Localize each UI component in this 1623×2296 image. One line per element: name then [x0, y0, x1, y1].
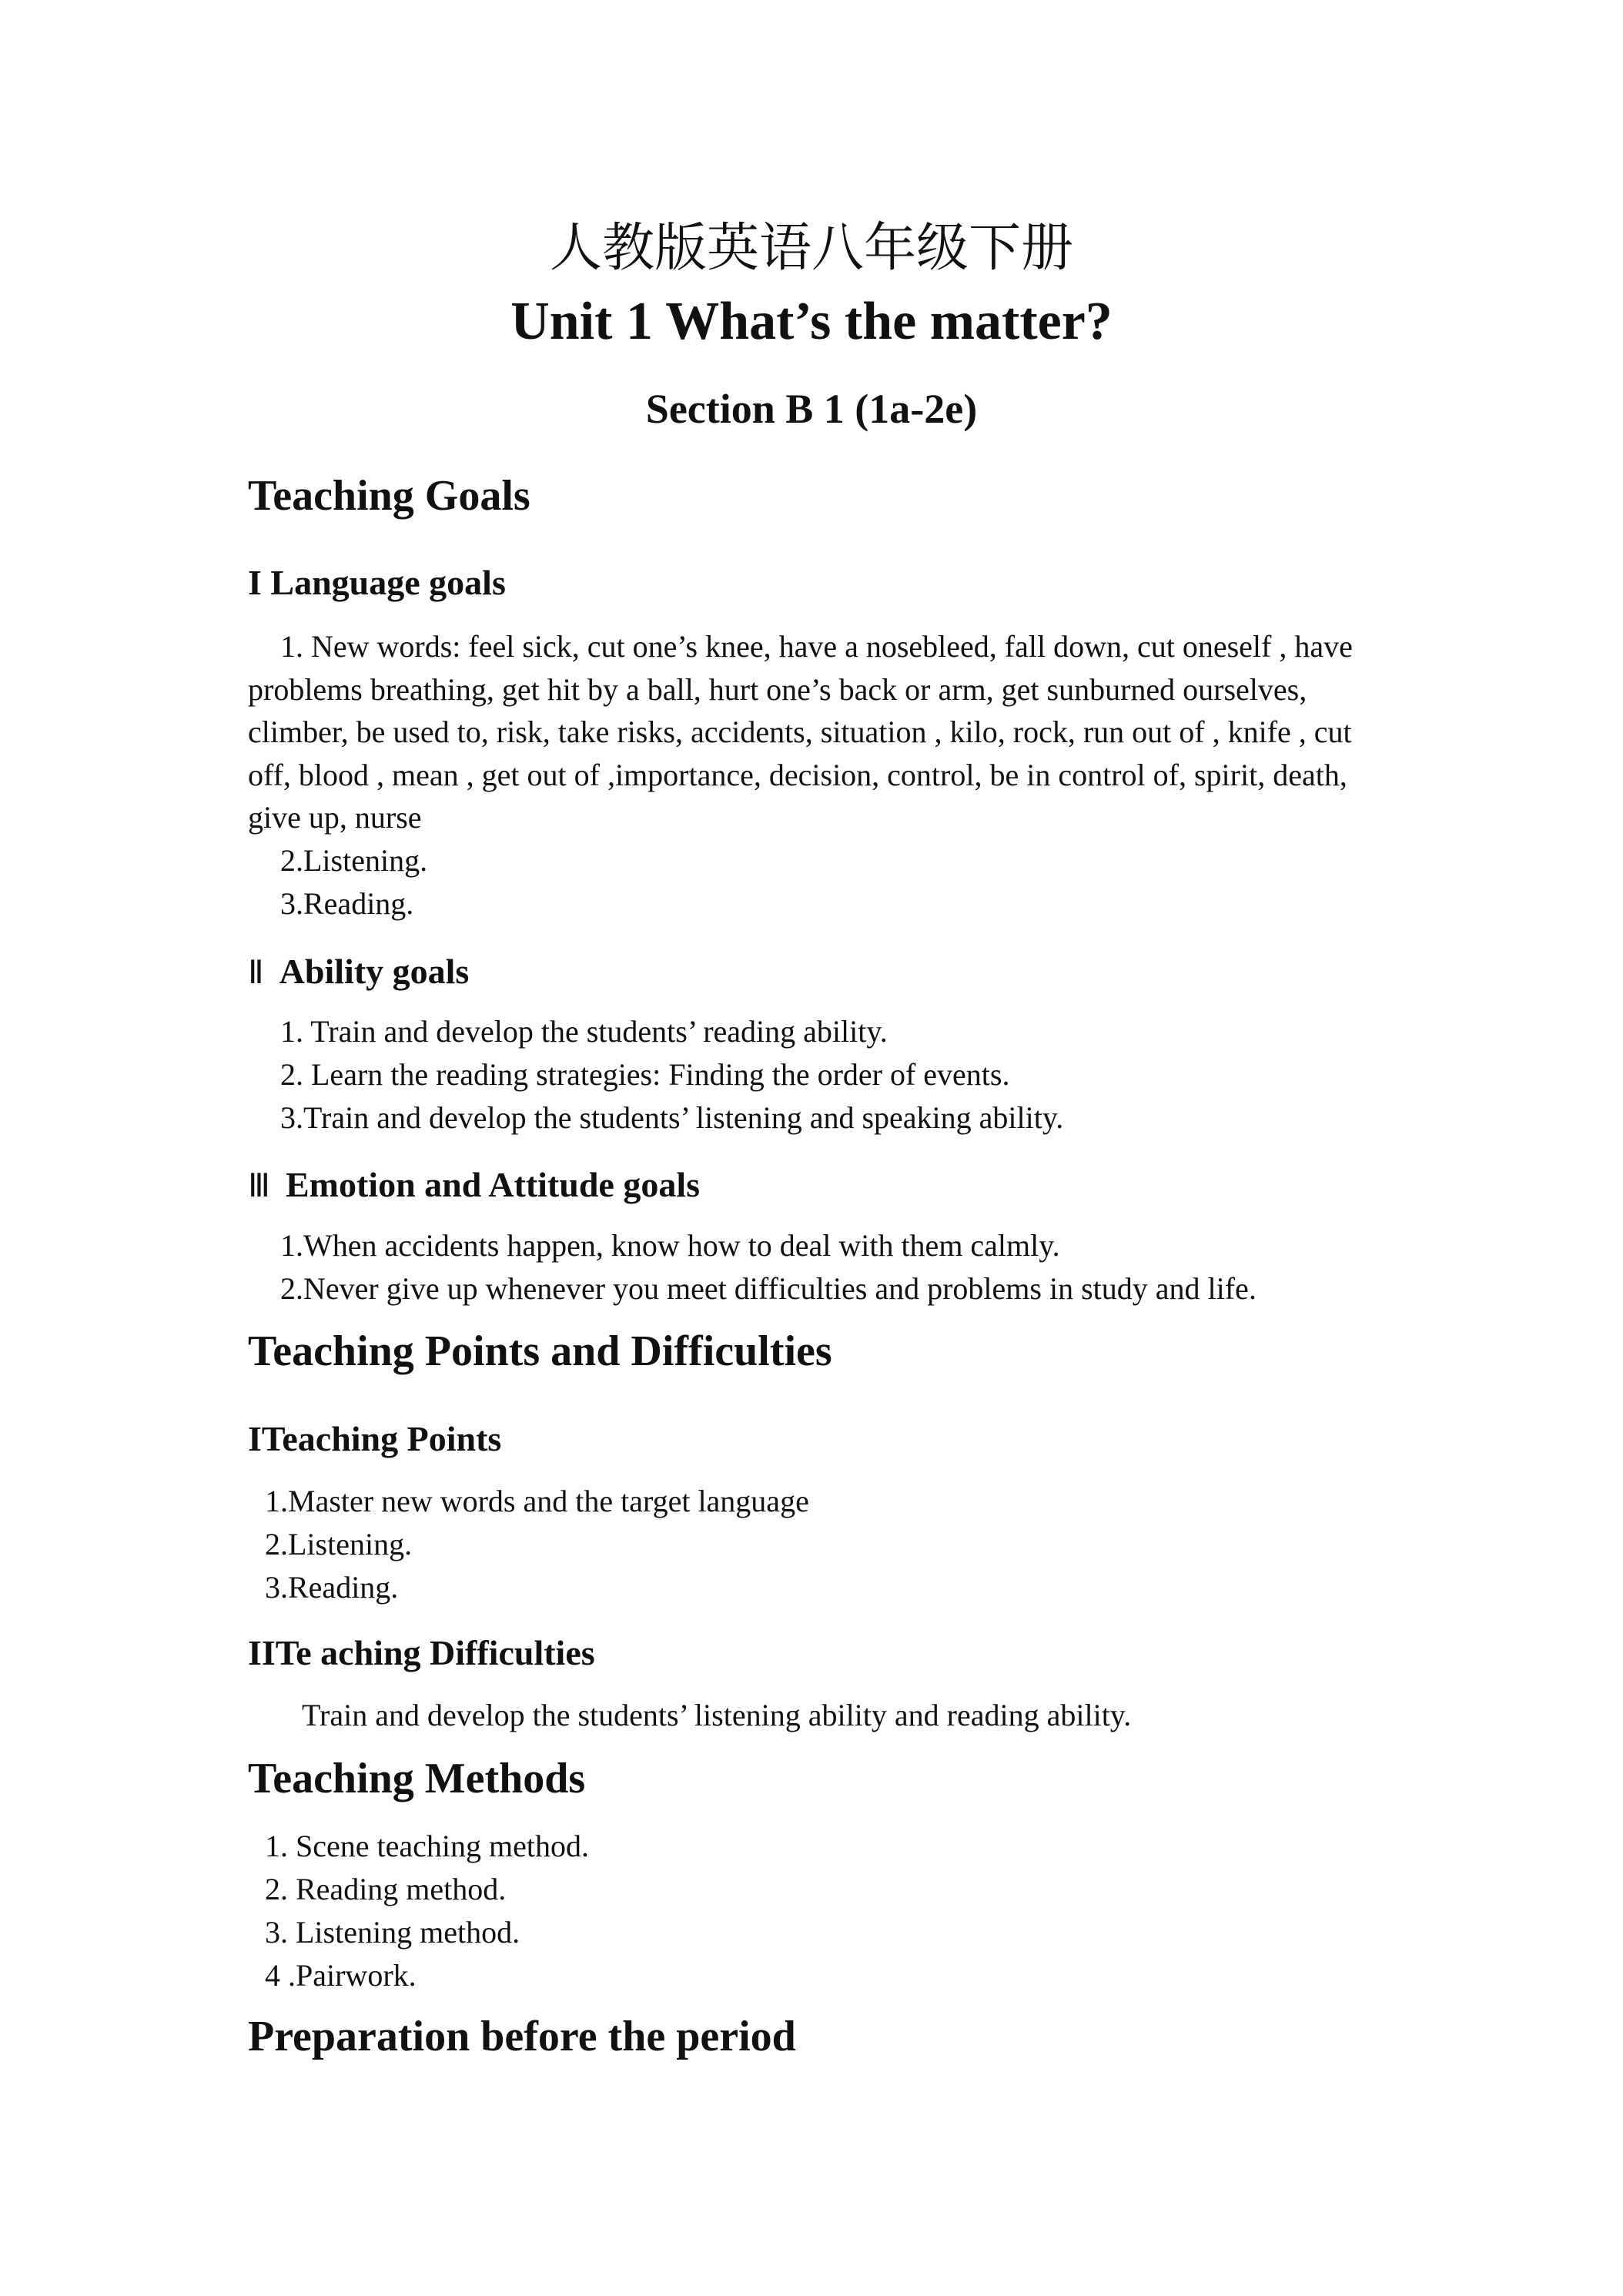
emotion-goal-item-1: 1.When accidents happen, know how to deal with them calmly.	[280, 1228, 1060, 1263]
unit-title: Unit 1 What’s the matter?	[510, 292, 1113, 351]
roman-numeral-2: Ⅱ	[248, 953, 264, 991]
teaching-goals-heading: Teaching Goals	[248, 472, 530, 520]
emotion-goals-heading	[248, 1164, 700, 1205]
teaching-method-item-4: 4 .Pairwork.	[265, 1958, 417, 1993]
new-words-paragraph: 1. New words: feel sick, cut one’s knee, have a nosebleed, fall down, cut oneself , have problems breathing, get hit by a ball, hurt one’s back or arm, get sunburned ourselves, climber, be used to, risk, take risks, accidents, situation , kilo, rock, run out of , knife , cut off, blood , mean , get out of ,importance, decision, control, be in control of, spirit, death, give up, nurse	[248, 629, 1353, 835]
roman-numeral-3: Ⅲ	[248, 1166, 270, 1204]
section-title: Section B 1 (1a-2e)	[645, 386, 978, 432]
teaching-method-item-3: 3. Listening method.	[265, 1915, 520, 1950]
ability-goals-heading-text: Ability goals	[279, 952, 470, 991]
emotion-goals-heading-text: Emotion and Attitude goals	[285, 1165, 700, 1204]
teaching-point-item-2: 2.Listening.	[265, 1527, 413, 1561]
teaching-difficulties-text: Train and develop the students’ listening ability and reading ability.	[302, 1698, 1132, 1732]
document-title-chinese: 人教版英语八年级下册	[549, 218, 1073, 279]
ability-goal-item-3: 3.Train and develop the students’ listening and speaking ability.	[280, 1100, 1064, 1135]
teaching-methods-heading: Teaching Methods	[248, 1755, 586, 1802]
teaching-points-difficulties-heading: Teaching Points and Difficulties	[248, 1327, 832, 1375]
emotion-goal-item-2: 2.Never give up whenever you meet difficulties and problems in study and life.	[280, 1271, 1257, 1306]
ability-goal-item-2: 2. Learn the reading strategies: Finding the order of events.	[280, 1057, 1010, 1092]
language-goals-heading: I Language goals	[248, 563, 506, 602]
teaching-difficulties-heading: IITe aching Difficulties	[248, 1633, 595, 1672]
ability-goal-item-1: 1. Train and develop the students’ reading ability.	[280, 1014, 888, 1049]
teaching-point-item-3: 3.Reading.	[265, 1570, 399, 1605]
teaching-point-item-1: 1.Master new words and the target language	[265, 1484, 809, 1518]
teaching-method-item-1: 1. Scene teaching method.	[265, 1829, 589, 1863]
language-goal-item-2: 2.Listening.	[280, 843, 428, 878]
teaching-method-item-2: 2. Reading method.	[265, 1872, 507, 1906]
language-goal-item-3: 3.Reading.	[280, 886, 414, 921]
ability-goals-heading	[248, 951, 469, 992]
preparation-heading: Preparation before the period	[248, 2013, 796, 2060]
teaching-points-heading: ITeaching Points	[248, 1419, 502, 1458]
